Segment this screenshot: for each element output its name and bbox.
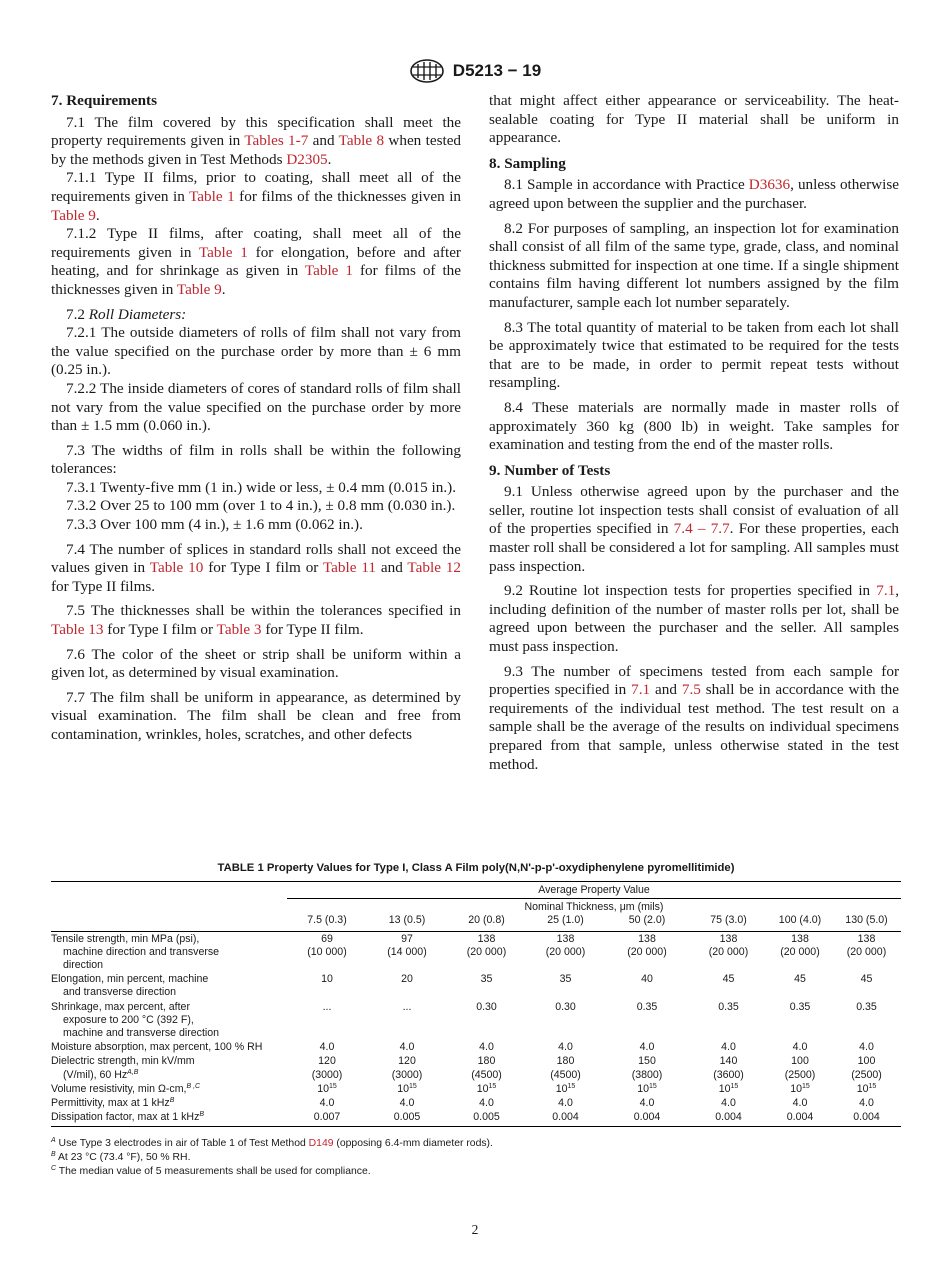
link-table-13[interactable]: Table 13 — [51, 621, 104, 639]
table-cell: 0.35 — [718, 1000, 739, 1013]
table-cell: 4.0 — [792, 1097, 808, 1110]
row-label: Moisture absorption, max percent, 100 % RH — [51, 1041, 263, 1054]
table-cell: 0.004 — [832, 1110, 901, 1127]
table-cell: 100 (2500) — [851, 1055, 882, 1081]
table-cell: 45 — [860, 973, 873, 986]
table-cell: 0.35 — [789, 1000, 811, 1013]
table-footnotes — [51, 1137, 901, 1179]
table-row — [51, 1054, 901, 1081]
table-cell: 0.004 — [689, 1110, 768, 1127]
table-cell: 4.0 — [319, 1097, 335, 1110]
link-table-8[interactable]: Table 8 — [338, 132, 385, 150]
para-9-3: 9.3 The number of specimens tested from each sample for properties specified in 7.1 and 7.5 shall be in accordance with the requirements of the individual test method. The test result on a sample shall be the average of the results on individual specimens prepared from that sample, unless otherwise stated in the test method. — [489, 662, 900, 773]
table-cell: 4.0 — [479, 1097, 494, 1110]
row-label: Permittivity, max at 1 kHz$^B$ — [51, 1097, 175, 1110]
table-cell: 4.0 — [859, 1041, 874, 1054]
table-row — [51, 1000, 901, 1041]
table-cell: 20 — [401, 973, 413, 986]
table-cell: 97 (14 000) — [387, 932, 427, 958]
table-row — [51, 931, 901, 972]
table-row — [51, 1040, 901, 1054]
table-cell: $10^{15}$ — [476, 1082, 497, 1095]
table-cell: 4.0 — [399, 1097, 415, 1110]
document-id: D5213 − 19 — [452, 61, 542, 80]
para-7-7-continued: that might affect either appearance or serviceability. The heat-sealable coating for Type II material shall be uniform in appearance. — [489, 92, 899, 147]
thickness-col: 25 (1.0) — [526, 914, 605, 931]
table-cell: 0.007 — [287, 1110, 367, 1127]
thickness-col: 7.5 (0.3) — [287, 914, 367, 931]
thickness-col: 20 (0.8) — [447, 914, 526, 931]
table-cell: 40 — [641, 973, 653, 986]
link-table-1[interactable]: Table 1 — [189, 187, 235, 205]
table-cell: $10^{15}$ — [790, 1082, 810, 1095]
row-label: Tensile strength, min MPa (psi), machine direction and transverse direction — [51, 932, 220, 972]
link-7-1[interactable]: 7.1 — [631, 681, 651, 699]
para-7-3-1: 7.3.1 Twenty-five mm (1 in.) wide or less, ± 0.4 mm (0.015 in.). — [66, 478, 457, 496]
page-header — [0, 58, 950, 84]
table-cell: 35 — [480, 973, 493, 986]
row-label: Elongation, min percent, machine and transverse direction — [51, 973, 209, 999]
footnote-b: $^B$ At 23 °C (73.4 °F), 50 % RH. — [51, 1151, 191, 1163]
table-cell: 138 (20 000) — [708, 932, 749, 958]
link-7-5[interactable]: 7.5 — [681, 681, 701, 699]
para-7-2-1: 7.2.1 The outside diameters of rolls of film shall not vary from the value specified on the purchase order by more than ± 6 mm (0.25 in.). — [51, 324, 461, 379]
table-cell: 4.0 — [859, 1097, 874, 1110]
para-7-7: 7.7 The film shall be uniform in appearance, as determined by visual examination. The film shall be clean and free from contamination, wrinkles, holes, scratches, and other defects — [51, 688, 461, 743]
footnote-c: $^C$ The median value of 5 measurements shall be used for compliance. — [51, 1165, 371, 1177]
para-7-2-2: 7.2.2 The inside diameters of cores of standard rolls of film shall not vary from the value specified on the purchase order by more than ± 1.5 mm (0.060 in.). — [51, 379, 461, 435]
table-cell: 0.30 — [555, 1000, 576, 1013]
table-cell: 0.30 — [476, 1000, 497, 1013]
link-table-9[interactable]: Table 9 — [51, 206, 96, 224]
link-table-10[interactable]: Table 10 — [149, 559, 204, 577]
table-cell: 180 (4500) — [550, 1055, 581, 1081]
table-cell: 0.005 — [367, 1110, 447, 1127]
table-row — [51, 972, 901, 999]
table-cell: 4.0 — [639, 1041, 655, 1054]
link-table-1[interactable]: Table 1 — [198, 243, 248, 261]
property-table — [51, 881, 901, 1127]
table-cell: 0.004 — [768, 1110, 832, 1127]
link-7-1[interactable]: 7.1 — [876, 582, 896, 600]
table-cell: $10^{15}$ — [856, 1082, 877, 1095]
table-cell: ... — [322, 1000, 332, 1013]
table-row — [51, 1082, 901, 1096]
table-cell: 100 (2500) — [784, 1055, 816, 1081]
property-rows — [51, 931, 901, 1127]
table-cell: 140 (3600) — [713, 1055, 744, 1081]
link-d3636[interactable]: D3636 — [748, 176, 791, 194]
table-cell: 4.0 — [558, 1041, 573, 1054]
row-label: Dissipation factor, max at 1 kHz$^B$ — [51, 1110, 287, 1127]
section-8-title: 8. Sampling — [489, 154, 566, 172]
table-cell: 45 — [722, 973, 735, 986]
para-7-3-3: 7.3.3 Over 100 mm (4 in.), ± 1.6 mm (0.062 in.). — [66, 516, 363, 534]
link-d149[interactable]: D149 — [308, 1138, 334, 1149]
left-column — [51, 92, 461, 745]
table-cell: $10^{15}$ — [637, 1082, 657, 1095]
para-9-2: 9.2 Routine lot inspection tests for properties specified in 7.1, including definition of the number of master rolls per lot, shall be agreed upon between the purchaser and the seller. All samples must pass inspection. — [489, 582, 899, 656]
row-label: Shrinkage, max percent, after exposure to 200 °C (392 F), machine and transverse direction — [51, 1000, 220, 1040]
table-cell: 4.0 — [479, 1041, 494, 1054]
link-7-4-7-7[interactable]: 7.4 – 7.7 — [673, 520, 730, 538]
para-7-1-2: 7.1.2 Type II films, after coating, shall meet all of the requirements given in Table 1 for elongation, before and after heating, and for shrinkage as given in Table 1 for films of the thicknesses given in Table 9. — [51, 225, 461, 298]
section-7-title: 7. Requirements — [51, 92, 158, 109]
thickness-col: 13 (0.5) — [367, 914, 447, 931]
table-cell: 69 (10 000) — [307, 932, 347, 958]
table-cell: 138 (20 000) — [627, 932, 667, 958]
table-cell: 0.35 — [856, 1000, 877, 1013]
thickness-header-row — [51, 914, 901, 931]
table-cell: 0.005 — [447, 1110, 526, 1127]
para-8-1: 8.1 Sample in accordance with Practice D3636, unless otherwise agreed upon between the supplier and the purchaser. — [489, 176, 900, 212]
para-8-2: 8.2 For purposes of sampling, an inspection lot for examination shall consist of all film of the same type, grade, class, and nominal thickness submitted for inspection at one time. If a single shipment contains film having different lot numbers assigned by the film manufacturer, sample each lot number separately. — [489, 219, 899, 311]
row-label: Dielectric strength, min kV/mm (V/mil), 60 $Hz^{A,B}$ — [51, 1055, 195, 1081]
table-row — [51, 1110, 901, 1127]
table-cell: 4.0 — [639, 1097, 655, 1110]
table-cell: 4.0 — [792, 1041, 808, 1054]
astm-logo-icon — [409, 58, 445, 84]
table-cell: $10^{15}$ — [555, 1082, 576, 1095]
table-cell: 4.0 — [319, 1041, 335, 1054]
para-7-2: 7.2 Roll Diameters: — [66, 305, 187, 323]
thickness-col: 75 (3.0) — [689, 914, 768, 931]
table-cell: 138 (20 000) — [466, 932, 507, 958]
table-cell: 45 — [794, 973, 806, 986]
table-cell: 4.0 — [721, 1041, 736, 1054]
link-table-9[interactable]: Table 9 — [176, 280, 222, 298]
table-cell: 35 — [559, 973, 572, 986]
row-label: Volume resistivity, min Ω-cm,$^{B ,C}$ — [51, 1082, 201, 1095]
para-7-6: 7.6 The color of the sheet or strip shall be uniform within a given lot, as determined by visual examination. — [51, 645, 461, 682]
link-table-12[interactable]: Table 12 — [407, 559, 462, 577]
table-cell: 10 — [321, 973, 333, 986]
thickness-col: 100 (4.0) — [768, 914, 832, 931]
para-7-1: 7.1 The film covered by this specification shall meet the property requirements given in Tables 1-7 and Table 8 when tested by the methods given in Test Methods D2305. — [51, 113, 462, 168]
table-cell: 150 (3800) — [631, 1055, 663, 1081]
table-cell: 0.004 — [526, 1110, 605, 1127]
table-cell: 4.0 — [721, 1097, 736, 1110]
thickness-col: 50 (2.0) — [605, 914, 689, 931]
table-cell: $10^{15}$ — [718, 1082, 739, 1095]
table-cell: 0.35 — [636, 1000, 658, 1013]
table-cell: 120 (3000) — [391, 1055, 423, 1081]
table-cell: 4.0 — [558, 1097, 573, 1110]
footnote-a: $^A$ Use Type 3 electrodes in air of Table 1 of Test Method D149 (opposing 6.4-mm diameter rods). — [51, 1137, 493, 1149]
link-tables-1-7[interactable]: Tables 1-7 — [244, 132, 309, 150]
para-7-1-1: 7.1.1 Type II films, prior to coating, shall meet all of the requirements given in Table 1 for films of the thicknesses given in Table 9. — [51, 169, 462, 224]
table-cell: 120 (3000) — [311, 1055, 343, 1081]
para-7-5: 7.5 The thicknesses shall be within the tolerances specified in Table 13 for Type I film or Table 3 for Type II film. — [51, 602, 461, 639]
average-property-header: Average Property Value — [287, 882, 901, 899]
para-8-3: 8.3 The total quantity of material to be taken from each lot shall be approximately twice that estimated to be required for the tests that are to be made, in order to permit repeat tests without resampling. — [489, 318, 899, 392]
table-cell: 138 (20 000) — [545, 932, 586, 958]
link-table-11[interactable]: Table 11 — [322, 559, 376, 577]
table-cell: 180 (4500) — [471, 1055, 502, 1081]
thickness-col: 130 (5.0) — [832, 914, 901, 931]
link-table-1[interactable]: Table 1 — [304, 262, 353, 280]
para-7-3-2: 7.3.2 Over 25 to 100 mm (over 1 to 4 in.), ± 0.8 mm (0.030 in.). — [66, 497, 456, 515]
section-9-title: 9. Number of Tests — [489, 461, 611, 479]
table-cell: $10^{15}$ — [397, 1082, 417, 1095]
link-table-3[interactable]: Table 3 — [216, 621, 262, 639]
nominal-thickness-header: Nominal Thickness, μm (mils) — [524, 901, 664, 914]
para-7-3: 7.3 The widths of film in rolls shall be within the following tolerances: — [51, 441, 461, 478]
link-d2305[interactable]: D2305 — [286, 150, 328, 168]
para-7-4: 7.4 The number of splices in standard rolls shall not exceed the values given in Table 10 for Type I film or Table 11 and Table 12 for Type II films. — [51, 540, 462, 595]
table-cell: $10^{15}$ — [317, 1082, 337, 1095]
table-cell: 138 (20 000) — [780, 932, 820, 958]
table-cell: ... — [402, 1000, 412, 1013]
table-cell: 138 (20 000) — [846, 932, 887, 958]
para-9-1: 9.1 Unless otherwise agreed upon by the purchaser and the seller, routine lot inspection tests shall consist of evaluation of all of the properties specified in 7.4 – 7.7. For these properties, each master roll shall be considered a lot for sampling. All samples must pass inspection. — [489, 483, 899, 575]
right-column — [489, 92, 899, 774]
page-number: 2 — [471, 1222, 479, 1237]
table-row — [51, 1096, 901, 1110]
para-8-4: 8.4 These materials are normally made in master rolls of approximately 360 kg (800 lb) in weight. Take samples for examination and testing from the end of the master rolls. — [489, 398, 899, 454]
table-1-title: TABLE 1 Property Values for Type I, Class A Film poly(N,N'-p-p'-oxydiphenylene pyromellitimide) — [217, 862, 735, 874]
table-cell: 4.0 — [399, 1041, 415, 1054]
table-cell: 0.004 — [605, 1110, 689, 1127]
